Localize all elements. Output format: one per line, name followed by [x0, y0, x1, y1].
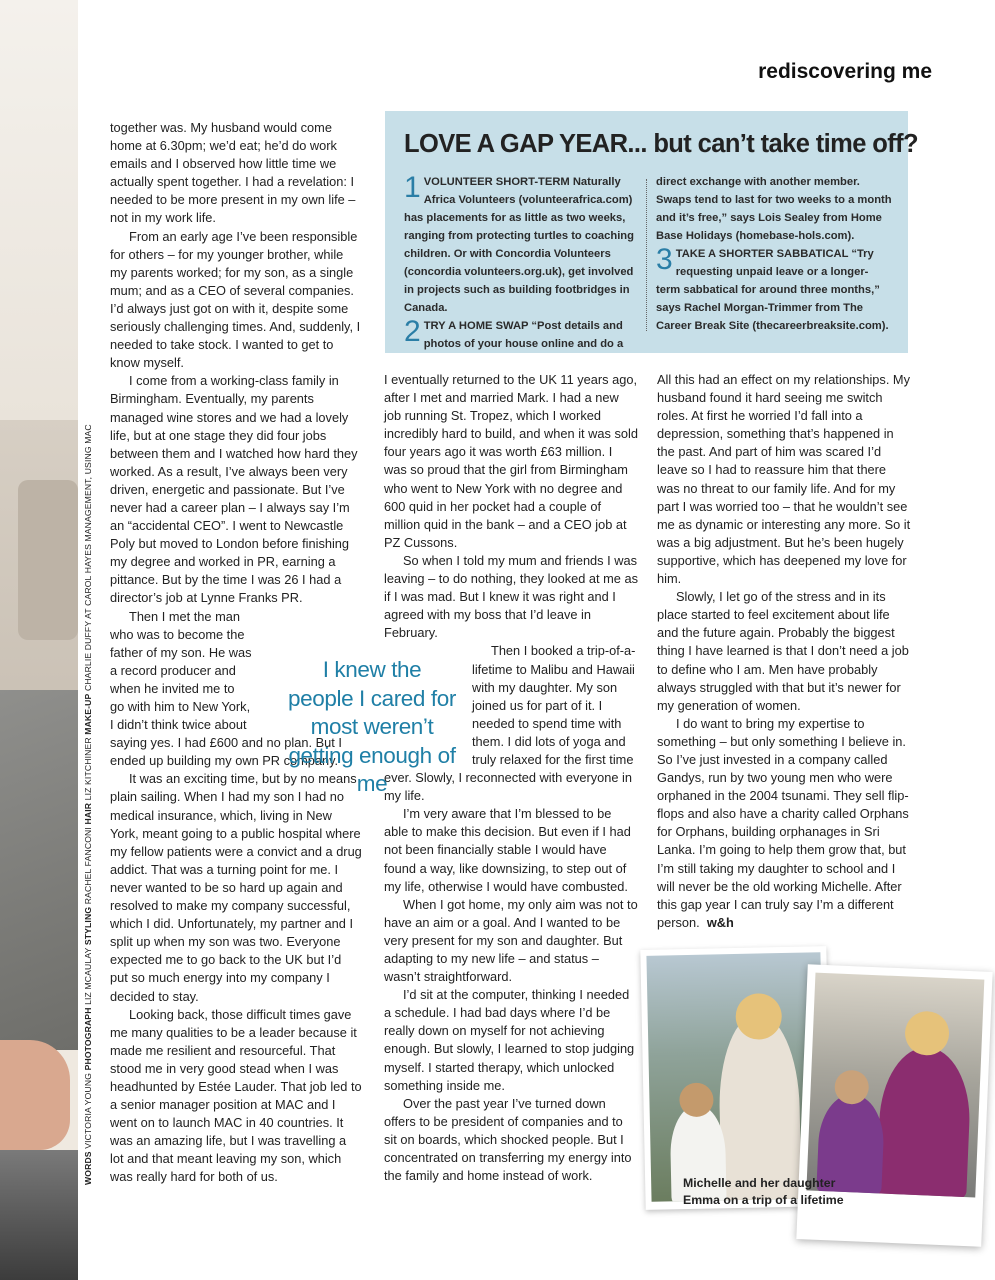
section-title: rediscovering me: [758, 60, 932, 83]
paragraph: I do want to bring my expertise to something – but only something I believe in. So I’ve just invested in a company called Gandys, run by two young men who were orphaned in the 2004 tsunami. They sell flip-flops and also have a charity called Orphans for Orphans, building orphanages in Sri Lanka. I’m going to help them grow that, but I’m still taking my daughter to school and I will never be the old working Michelle. After this gap year I can truly say I’m a different person. w&h: [657, 715, 909, 930]
sidebar-column-2: [656, 173, 892, 335]
cover-photo-strip: [0, 0, 78, 1280]
signoff: w&h: [706, 914, 734, 930]
sidebar-heading: LOVE A GAP YEAR... but can’t take time off?: [404, 130, 919, 158]
paragraph: I come from a working-class family in Birmingham. Eventually, my parents managed wine stores and we had a lovely life, but at one stage they did four jobs between them and I watched how hard they worked. As a result, I’ve always been very driven, energetic and passionate. But I’ve never had a career plan – I always say I’m an “accidental CEO”. I went to Newcastle Poly but moved to London before finishing my degree and worked in PR, earning a pittance. But by the time I was 26 I had a director’s job at Lynne Franks PR.: [110, 373, 358, 606]
paragraph: Over the past year I’ve turned down offers to be president of companies and to sit on boards, which shocked people. But I concentrated on transferring my energy into the family and home instead of work.: [384, 1095, 632, 1184]
paragraph: I’d sit at the computer, thinking I needed a schedule. I had bad days where I’d be really down on myself for not achieving enough. But slowly, I learned to stop judging myself. I started therapy, which unlocked something inside me.: [384, 987, 635, 1093]
paragraph: together was. My husband would come home at 6.30pm; we’d eat; he’d do work emails and I observed how little time we actually spent together. I had a revelation: I needed to be more present in my own life – not in my work life.: [110, 120, 356, 226]
tip-number: 1: [404, 171, 421, 204]
paragraph: Then I booked a trip-of-a-lifetime to Malibu and Hawaii with my daughter. My son joined us for part of it. I needed to spend time with them. I did lots of yoga and truly relaxed for the first time ever. Slowly, I reconnected with everyone in my life.: [384, 643, 636, 804]
sidebar-divider: [646, 179, 647, 331]
article-column-1: [110, 119, 362, 1187]
paragraph: Then I met the man who was to become the father of my son. He was a record producer and when he invited me to go with him to New York, I didn’t think twice about saying yes. I had £600 and no plan. But I ended up building my own PR company.: [110, 608, 342, 769]
paragraph: Looking back, those difficult times gave me many qualities to be a leader because it made me resilient and resourceful. That stood me in very good stead when I was headhunted by Estée Lauder. That job led to a senior manager position at MAC and I went on to launch MAC in 40 countries. It was an amazing life, but I was travelling a lot and that meant leaving my son, which was really hard for both of us.: [110, 1006, 362, 1185]
tip-3: 3 TAKE A SHORTER SABBATICAL “Try requesting unpaid leave or a longer-term sabbatical for around three months,” says Rachel Morgan-Trimmer from The Career Break Site (thecareerbreaksite.com).: [656, 243, 889, 332]
gap-year-sidebar: [385, 111, 919, 353]
photo-credits: WORDS VICTORIA YOUNG PHOTOGRAPH LIZ MCAULAY STYLING RACHEL FANCONI HAIR LIZ KITCHINER MAKE-UP CHARLIE DUFFY AT CAROL HAYES MANAGEMENT, USING MAC: [83, 424, 93, 1185]
article-column-3: [657, 371, 911, 932]
paragraph: It was an exciting time, but by no means plain sailing. When I had my son I had no medical insurance, which, living in New York, meant going to a public hospital where my fellow patients were a convict and a drug addict. That was a turning point for me. I never wanted to be so hard up again and resolved to make my company successful, which I did. Unfortunately, my partner and I split up when my son was two. Everyone expected me to go back to the UK but I’d put so much energy into my company I decided to stay.: [110, 771, 362, 1004]
tip-2-continued: direct exchange with another member. Swaps tend to last for two weeks to a month and it’s free,” says Lois Sealey from Home Base Holidays (homebase-hols.com).: [656, 176, 892, 242]
photo-caption: Michelle and her daughter Emma on a trip of a lifetime: [683, 1176, 844, 1207]
paragraph: So when I told my mum and friends I was leaving – to do nothing, they looked at me as if I was mad. But I knew it was right and I agreed with my boss that I’d leave in February.: [384, 552, 638, 641]
paragraph: From an early age I’ve been responsible for others – for my younger brother, while my parents worked; for my son, as a single mum; and as a CEO of several companies. I’d always just got on with it, despite some seriously challenging times. And, suddenly, I needed to take stock. I wanted to get to know myself.: [110, 228, 361, 371]
paragraph: I’m very aware that I’m blessed to be able to make this decision. But even if I had not been financially stable I would have found a way, like downsizing, to step out of my life, otherwise I would have combusted.: [384, 806, 631, 894]
pull-quote: I knew the people I cared for most weren’t getting enough of me: [288, 657, 456, 796]
tip-2: 2 TRY A HOME SWAP “Post details and photos of your house online and do a: [404, 315, 624, 350]
paragraph: When I got home, my only aim was not to have an aim or a goal. And I wanted to be very present for my son and daughter. But adapting to my new life – and status – wasn’t straightforward.: [384, 896, 638, 985]
tip-number: 2: [404, 315, 421, 348]
paragraph: All this had an effect on my relationships. My husband found it hard seeing me switch roles. At first he worried I’d fall into a depression, something that’s happened in the past. And part of him was scared I’d leave so I had to reassure him that there was no threat to our family life. And for my part I was worried too – that he wouldn’t see me as dynamic or interesting any more. So it was a big adjustment. But he’s been hugely supportive, which has deepened my love for him.: [657, 372, 911, 587]
paragraph: Slowly, I let go of the stress and in its place started to feel excitement about life and the future again. Probably the biggest thing I have learned is that I don’t need a job to define who I am. Men have probably always struggled with that but it’s newer for my generation of women.: [657, 589, 909, 713]
paragraph: I eventually returned to the UK 11 years ago, after I met and married Mark. I had a new job running St. Tropez, which I worked incredibly hard to build, and when it was sold four years ago it was worth £63 million. I was so proud that the girl from Birmingham who went to New York with no degree and 600 quid in her pocket had a couple of million quid in the bank – and a CEO job at PZ Cussons.: [384, 372, 638, 550]
tip-1: 1 VOLUNTEER SHORT-TERM Naturally Africa Volunteers (volunteerafrica.com) has placements for as little as two weeks, ranging from protecting turtles to coaching children. Or with Concordia Volunteers (concordia volunteers.org.uk), get involved in projects such as building footbridges in Canada.: [404, 171, 634, 314]
sidebar-column-1: [404, 173, 644, 353]
tip-number: 3: [656, 243, 673, 276]
